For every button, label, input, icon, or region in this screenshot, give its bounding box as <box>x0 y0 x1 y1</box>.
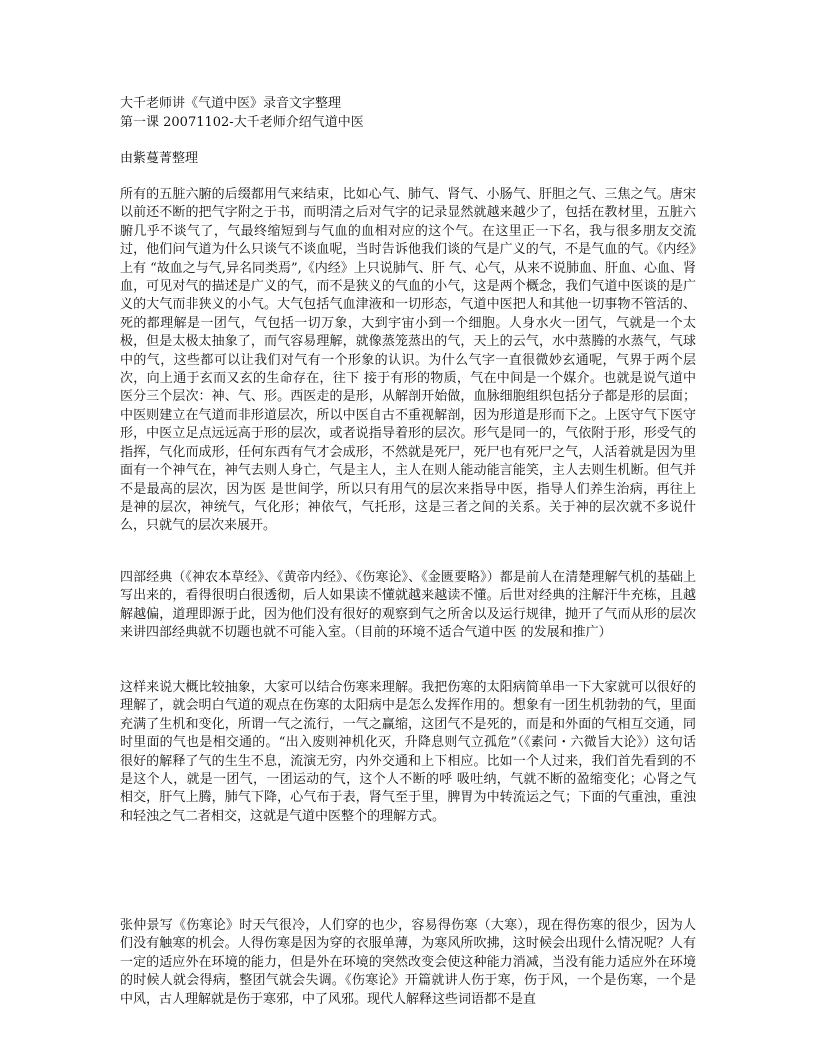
editor-credit: 由紫蔓菁整理 <box>120 151 199 166</box>
paragraph-4: 张仲景写《伤寒论》时天气很冷，人们穿的也少，容易得伤寒（大寒），现在得伤寒的很少，因为人们没有触寒的机会。人得伤寒是因为穿的衣服单薄，为寒风所吹拂，这时候会出现什么情况呢？人有一定的适应外在环境的能力，但是外在环境的突然改变会使这种能力消减，当没有能力适应外在环境的时候人就会得病，整团气就会失调。《伤寒论》开篇就讲人伤于寒，伤于风，一个是伤寒，一个是中风，古人理解就是伤于寒邪，中了风邪。现代人解释这些词语都不是直 <box>120 918 696 1007</box>
document-title: 大千老师讲《气道中医》录音文字整理 <box>120 96 342 111</box>
paragraph-3: 这样来说大概比较抽象，大家可以结合伤寒来理解。我把伤寒的太阳病简单串一下大家就可以很好的理解了，就会明白气道的观点在伤寒的太阳病中是怎么发挥作用的。想象有一团生机勃勃的气，里面充满了生机和变化，所谓一气之流行，一气之赢缩，这团气不是死的，而是和外面的气相互交通，同时里面的气也是相交通的。“出入废则神机化灭，升降息则气立孤危”（《素问・六微旨大论》）这句话很好的解释了气的生生不息，流演无穷，内外交通和上下相应。比如一个人过来，我们首先看到的不是这个人，就是一团气，一团运动的气，这个人不断的呼 吸吐纳，气就不断的盈缩变化；心肾之气相交，肝气上腾，肺气下降，心气布于表，肾气至于里，脾胃为中转流运之气；下面的气重浊，重浊和轻浊之气二者相交，这就是气道中医整个的理解方式。 <box>120 680 696 824</box>
paragraph-1: 所有的五脏六腑的后缀都用气来结束，比如心气、肺气、肾气、小肠气、肝胆之气、三焦之气。唐宋以前还不断的把气字附之于书，而明清之后对气字的记录显然就越来越少了，包括在教材里，五脏六腑几乎不谈气了，气最终缩短到与气血的血相对应的这个气。在这里正一下名，我与很多朋友交流过，他们问气道为什么只谈气不谈血呢，当时告诉他我们谈的气是广义的气，不是气血的气。《内经》上有 “故血之与气,异名同类焉”,《内经》上只说肺气、肝 气、心气，从来不说肺血、肝血、心血、肾血，可见对气的描述是广义的气，而不是狭义的气血的小气，这是两个概念，我们气道中医谈的是广义的大气而非狭义的小气。大气包括气血津液和一切形态，气道中医把人和其他一切事物不管活的、死的都理解是一团气，气包括一切万象，大到宇宙小到一个细胞。人身水火一团气，气就是一个太极，但是太极太抽象了，而气容易理解，就像蒸笼蒸出的气，天上的云气，水中蒸腾的水蒸气，气球中的气，这些都可以让我们对气有一个形象的认识。为什么气字一直很微妙玄通呢，气界于两个层次，向上通于玄而又玄的生命存在，往下 接于有形的物质，气在中间是一个媒介。也就是说气道中医分三个层次：神、气、形。西医走的是形，从解剖开始做，血脉细胞组织包括分子都是形的层面；中医则建立在气道而非形道层次，所以中医自古不重视解剖，因为形道是形而下之。上医守气下医守形，中医立足点远远高于形的层次，或者说指导着形的层次。形气是同一的，气依附于形，形受气的指挥，气化而成形，任何东西有气才会成形，不然就是死尸，死尸也有死尸之气，人活着就是因为里面有一个神气在，神气去则人身亡，气是主人，主人在则人能动能言能笑，主人去则生机断。但气并不是最高的层次，因为医 是世间学，所以只有用气的层次来指导中医，指导人们养生治病，再往上是神的层次，神统气，气化形；神依气，气托形，这是三者之间的关系。关于神的层次就不多说什么，只就气的层次来展开。 <box>120 187 696 534</box>
lesson-heading: 第一课 20071102-大千老师介绍气道中医 <box>120 115 364 130</box>
paragraph-2: 四部经典（《神农本草经》、《黄帝内经》、《伤寒论》、《金匮要略》）都是前人在清楚理解气机的基础上写出来的，看得很明白很透彻，后人如果读不懂就越来越读不懂。后世对经典的注解汗牛充栋，且越解越偏，道理即源于此，因为他们没有很好的观察到气之所舍以及运行规律，抛开了气而从形的层次来讲四部经典就不切题也就不可能入室。（目前的环境不适合气道中医 的发展和推广） <box>120 570 696 641</box>
